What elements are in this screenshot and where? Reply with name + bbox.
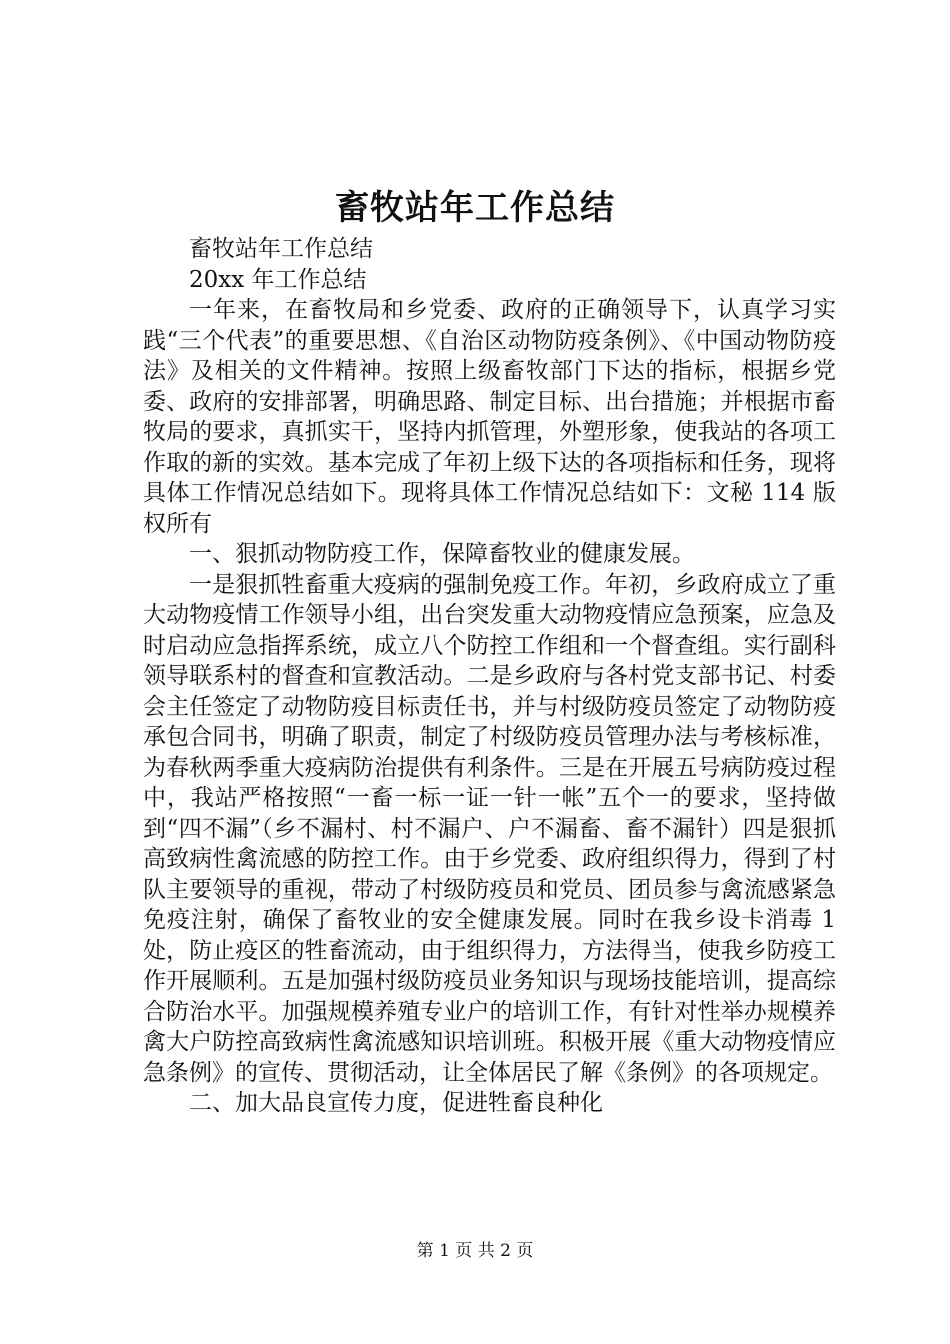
- page-footer: 第 1 页 共 2 页: [416, 1241, 534, 1261]
- year-heading-paragraph: 20xx 年工作总结: [189, 266, 367, 293]
- document-title: 畜牧站年工作总结: [335, 188, 615, 228]
- document-body: [143, 234, 836, 1119]
- subtitle-paragraph: 畜牧站年工作总结: [189, 236, 373, 262]
- section-one-heading: 一、狠抓动物防疫工作，保障畜牧业的健康发展。: [189, 541, 695, 567]
- intro-paragraph: 一年来，在畜牧局和乡党委、政府的正确领导下，认真学习实践“三个代表”的重要思想、《自治区动物防疫条例》、《中国动物防疫法》及相关的文件精神。按照上级畜牧部门下达的指标，根据乡党委、政府的安排部署，明确思路、制定目标、出台措施；并根据市畜牧局的要求，真抓实干，坚持内抓管理，外塑形象，使我站的各项工作取的新的实效。基本完成了年初上级下达的各项指标和任务，现将具体工作情况总结如下。现将具体工作情况总结如下：文秘 114 版权所有: [143, 297, 836, 537]
- section-two-heading: 二、加大品良宣传力度，促进牲畜良种化: [189, 1090, 603, 1116]
- section-one-paragraph: 一是狠抓牲畜重大疫病的强制免疫工作。年初，乡政府成立了重大动物疫情工作领导小组，出台突发重大动物疫情应急预案，应急及时启动应急指挥系统，成立八个防控工作组和一个督查组。实行副科领导联系村的督查和宣教活动。二是乡政府与各村党支部书记、村委会主任签定了动物防疫目标责任书，并与村级防疫员签定了动物防疫承包合同书，明确了职责，制定了村级防疫员管理办法与考核标准，为春秋两季重大疫病防治提供有利条件。三是在开展五号病防疫过程中，我站严格按照“一畜一标一证一针一帐”五个一的要求，坚持做到“四不漏”（乡不漏村、村不漏户、户不漏畜、畜不漏针）四是狠抓高致病性禽流感的防控工作。由于乡党委、政府组织得力，得到了村队主要领导的重视，带动了村级防疫员和党员、团员参与禽流感紧急免疫注射，确保了畜牧业的安全健康发展。同时在我乡设卡消毒 1 处，防止疫区的牲畜流动，由于组织得力，方法得当，使我乡防疫工作开展顺利。五是加强村级防疫员业务知识与现场技能培训，提高综合防治水平。加强规模养殖专业户的培训工作，有针对性举办规模养禽大户防控高致病性禽流感知识培训班。积极开展《重大动物疫情应急条例》的宣传、贯彻活动，让全体居民了解《条例》的各项规定。: [143, 571, 836, 1086]
